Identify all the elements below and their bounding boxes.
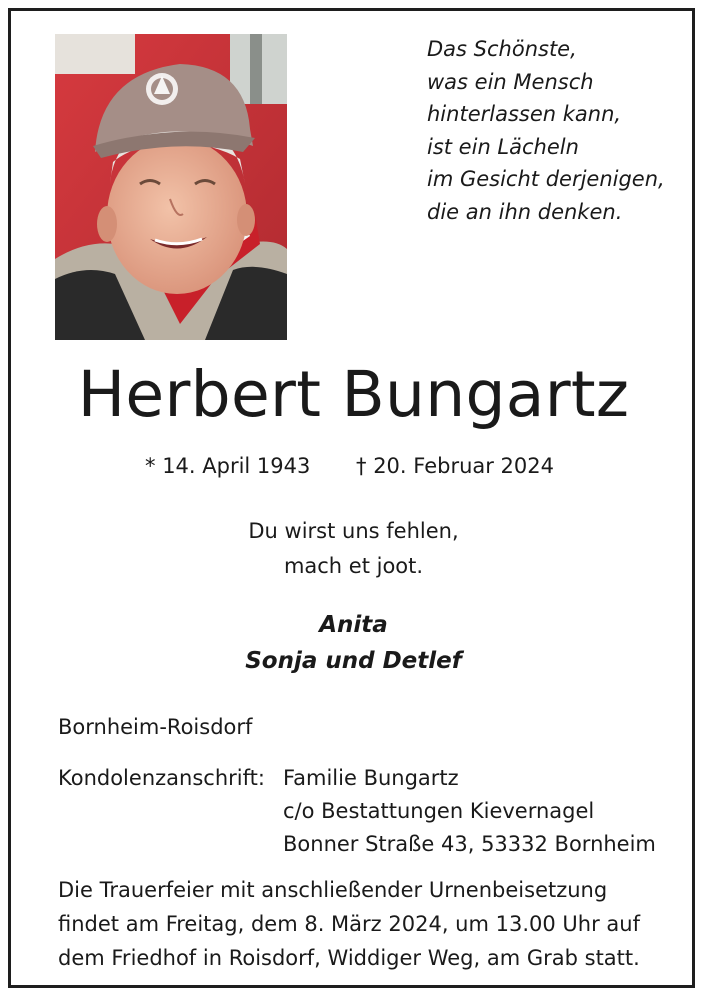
poem-line: im Gesicht derjenigen, [427,167,665,192]
poem-line: hinterlassen kann, [427,102,622,127]
funeral-service-info [58,873,640,975]
farewell-line: mach et joot. [283,554,424,578]
address-line: c/o Bestattungen Kievernagel [283,799,595,823]
death-date-text: 20. Februar 2024 [373,454,555,478]
residence-place: Bornheim-Roisdorf [58,715,253,739]
poem-line: ist ein Lächeln [427,134,579,159]
death-cross-symbol: † [356,454,367,478]
mourner-name: Anita [319,612,388,638]
birth-date-text: 14. April 1943 [162,454,311,478]
deceased-name: Herbert Bungartz [77,358,630,431]
mourners-list [0,607,707,679]
condolence-address [283,762,656,861]
birth-date [145,452,310,480]
poem-line: was ein Mensch [427,69,594,94]
service-line: findet am Freitag, dem 8. März 2024, um 13.00 Uhr auf [58,912,640,936]
portrait-illustration [55,34,287,340]
death-date [356,452,554,480]
address-line: Bonner Straße 43, 53332 Bornheim [283,832,656,856]
condolence-label: Kondolenzanschrift: [58,766,265,790]
birth-symbol: * [145,454,156,478]
service-line: Die Trauerfeier mit anschließender Urnenbeisetzung [58,878,608,902]
farewell-line: Du wirst uns fehlen, [248,519,459,543]
farewell-message [0,514,707,584]
portrait-photo [55,34,287,340]
address-line: Familie Bungartz [283,766,459,790]
poem-line: die an ihn denken. [427,199,623,224]
mourner-name: Sonja und Detlef [245,648,462,674]
memorial-poem [427,33,665,229]
poem-line: Das Schönste, [427,37,577,61]
service-line: dem Friedhof in Roisdorf, Widdiger Weg, am Grab statt. [58,946,640,970]
